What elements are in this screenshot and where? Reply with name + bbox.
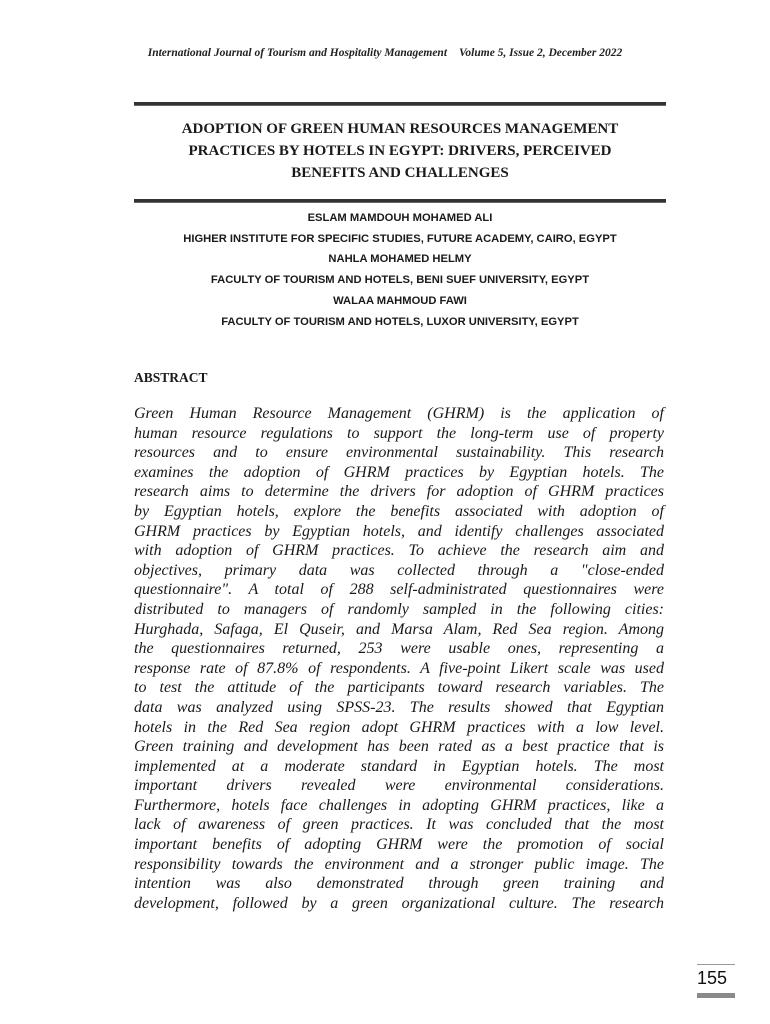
- author-affiliation: FACULTY OF TOURISM AND HOTELS, BENI SUEF UNIVERSITY, EGYPT: [210, 274, 590, 287]
- abstract-line: resources and to ensure environmental sustainability. This research: [134, 444, 664, 462]
- abstract-line: Hurghada, Safaga, El Quseir, and Marsa Alam, Red Sea region. Among: [134, 620, 664, 638]
- abstract-line: questionnaire". A total of 288 self-administrated questionnaires were: [134, 581, 664, 599]
- abstract-line: Green training and development has been rated as a best practice that is: [134, 738, 664, 756]
- title-line: BENEFITS AND CHALLENGES: [291, 165, 509, 181]
- abstract-line: important benefits of adopting GHRM were the promotion of social: [134, 836, 664, 854]
- abstract-line: distributed to managers of randomly sampled in the following cities:: [134, 600, 664, 618]
- volume-info: Volume 5, Issue 2, December 2022: [459, 47, 623, 59]
- abstract-line: the questionnaires returned, 253 were usable ones, representing a: [134, 640, 664, 658]
- page-number-rule: [697, 964, 735, 965]
- paper-title: [134, 118, 666, 184]
- author-name: NAHLA MOHAMED HELMY: [328, 253, 472, 266]
- author-affiliation: HIGHER INSTITUTE FOR SPECIFIC STUDIES, FUTURE ACADEMY, CAIRO, EGYPT: [183, 232, 617, 245]
- abstract-line: GHRM practices by Egyptian hotels, and identify challenges associated: [134, 522, 664, 540]
- abstract-line: intention was also demonstrated through green training and: [134, 875, 664, 893]
- abstract-line: data was analyzed using SPSS-23. The results showed that Egyptian: [134, 698, 664, 716]
- journal-name: International Journal of Tourism and Hospitality Management: [147, 47, 448, 59]
- abstract-line: objectives, primary data was collected through a "close-ended: [134, 561, 664, 579]
- abstract-line: important drivers revealed were environmental considerations.: [134, 777, 664, 795]
- abstract-line: research aims to determine the drivers for adoption of GHRM practices: [134, 483, 664, 501]
- abstract-heading: ABSTRACT: [134, 370, 208, 385]
- abstract-line: hotels in the Red Sea region adopt GHRM practices with a low level.: [134, 718, 664, 736]
- abstract-line: by Egyptian hotels, explore the benefits associated with adoption of: [134, 502, 664, 520]
- abstract-line: lack of awareness of green practices. It was concluded that the most: [134, 816, 664, 834]
- abstract-line: to test the attitude of the participants toward research variables. The: [134, 679, 664, 697]
- abstract-line: Furthermore, hotels face challenges in adopting GHRM practices, like a: [134, 796, 664, 814]
- abstract-line: responsibility towards the environment and a stronger public image. The: [134, 855, 664, 873]
- title-bottom-rule: [134, 199, 666, 203]
- author-name: ESLAM MAMDOUH MOHAMED ALI: [307, 212, 493, 224]
- author-affiliation: FACULTY OF TOURISM AND HOTELS, LUXOR UNIVERSITY, EGYPT: [221, 315, 579, 328]
- abstract-line: implemented at a moderate standard in Egyptian hotels. The most: [134, 757, 664, 775]
- abstract-line: human resource regulations to support the long-term use of property: [134, 424, 664, 442]
- abstract-line: development, followed by a green organizational culture. The research: [134, 894, 664, 912]
- page-number-bar: [697, 993, 735, 998]
- page-number: 155: [697, 968, 728, 988]
- author-block: [120, 208, 680, 332]
- title-line: PRACTICES BY HOTELS IN EGYPT: DRIVERS, PERCEIVED: [188, 143, 612, 159]
- abstract-body: [134, 404, 664, 913]
- author-name: WALAA MAHMOUD FAWI: [333, 294, 467, 307]
- title-top-rule: [134, 102, 666, 106]
- abstract-line: examines the adoption of GHRM practices by Egyptian hotels. The: [134, 463, 664, 481]
- title-line: ADOPTION OF GREEN HUMAN RESOURCES MANAGEMENT: [181, 121, 619, 137]
- running-header: [0, 47, 770, 59]
- abstract-line: Green Human Resource Management (GHRM) is the application of: [134, 405, 664, 422]
- abstract-line: response rate of 87.8% of respondents. A five-point Likert scale was used: [134, 659, 664, 677]
- abstract-line: with adoption of GHRM practices. To achieve the research aim and: [134, 542, 664, 560]
